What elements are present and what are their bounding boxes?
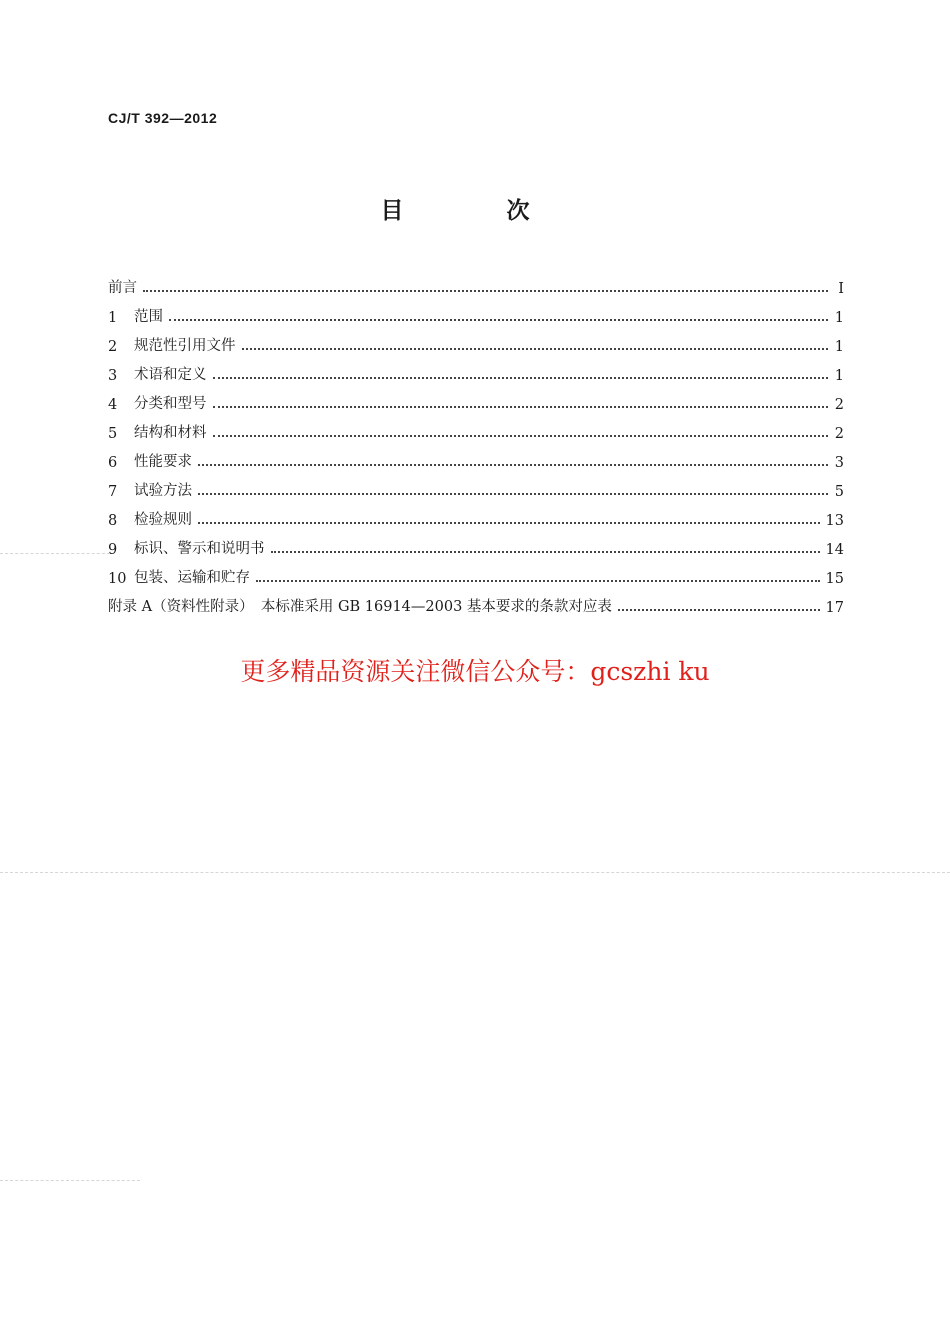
toc-entry-number: 10: [108, 571, 127, 587]
toc-entry-number: 4: [108, 397, 118, 413]
toc-entry-page: 2: [834, 397, 844, 413]
toc-entry-label: 范围: [134, 309, 163, 325]
toc-leader-dots: [242, 348, 829, 350]
toc-entry-2[interactable]: [108, 326, 844, 355]
toc-entry-3[interactable]: [108, 355, 844, 384]
toc-entry-page: 2: [834, 426, 844, 442]
toc-entry-number: 1: [108, 310, 118, 326]
toc-leader-dots: [169, 319, 828, 321]
toc-entry-page: Ⅰ: [838, 281, 844, 297]
toc-leader-dots: [618, 609, 820, 611]
toc-leader-dots: [143, 290, 828, 292]
toc-entry-page: 1: [834, 339, 844, 355]
toc-entry-number: 2: [108, 339, 118, 355]
toc-entry-foreword[interactable]: [108, 268, 844, 297]
scan-artifact-line: [0, 553, 110, 554]
toc-entry-label: 包装、运输和贮存: [134, 570, 250, 586]
toc-leader-dots: [213, 435, 829, 437]
toc-title: 目 次: [380, 198, 570, 224]
toc-entry-page: 14: [825, 542, 844, 558]
toc-entry-label: 标识、警示和说明书: [134, 541, 265, 557]
toc-leader-dots: [198, 464, 828, 466]
toc-entry-page: 1: [834, 310, 844, 326]
promo-watermark-text: 更多精品资源关注微信公众号：gcszhi ku: [240, 657, 710, 686]
toc-entry-number: 9: [108, 542, 118, 558]
toc-entry-number: 5: [108, 426, 118, 442]
toc-entry-1[interactable]: [108, 297, 844, 326]
toc-entry-10[interactable]: [108, 558, 844, 587]
toc-entry-label: 术语和定义: [134, 367, 207, 383]
toc-entry-number: 8: [108, 513, 118, 529]
toc-entry-page: 3: [834, 455, 844, 471]
table-of-contents: [108, 268, 844, 616]
toc-leader-dots: [198, 493, 828, 495]
toc-entry-label: 性能要求: [134, 454, 192, 470]
toc-entry-label: 试验方法: [134, 483, 192, 499]
toc-entry-label: 结构和材料: [134, 425, 207, 441]
toc-entry-page: 17: [825, 600, 844, 616]
toc-entry-label: 分类和型号: [134, 396, 207, 412]
standard-code: CJ/T 392—2012: [108, 110, 218, 126]
toc-entry-label: 前言: [108, 280, 137, 296]
toc-entry-5[interactable]: [108, 413, 844, 442]
toc-entry-page: 5: [834, 484, 844, 500]
toc-entry-8[interactable]: [108, 500, 844, 529]
toc-entry-appendix-a[interactable]: [108, 587, 844, 616]
toc-entry-number: 6: [108, 455, 118, 471]
scan-artifact-line: [0, 872, 950, 873]
toc-leader-dots: [256, 580, 820, 582]
toc-entry-page: 13: [825, 513, 844, 529]
toc-leader-dots: [271, 551, 820, 553]
toc-entry-4[interactable]: [108, 384, 844, 413]
toc-entry-number: 7: [108, 484, 118, 500]
toc-leader-dots: [213, 406, 829, 408]
toc-entry-page: 15: [825, 571, 844, 587]
toc-entry-page: 1: [834, 368, 844, 384]
toc-entry-7[interactable]: [108, 471, 844, 500]
toc-leader-dots: [198, 522, 820, 524]
toc-leader-dots: [213, 377, 829, 379]
toc-entry-6[interactable]: [108, 442, 844, 471]
toc-entry-number: 3: [108, 368, 118, 384]
toc-entry-label: 规范性引用文件: [134, 338, 236, 354]
toc-entry-label: 附录 A（资料性附录） 本标准采用 GB 16914—2003 基本要求的条款对应表: [108, 599, 612, 615]
toc-entry-9[interactable]: [108, 529, 844, 558]
toc-entry-label: 检验规则: [134, 512, 192, 528]
scan-artifact-line: [0, 1180, 140, 1181]
